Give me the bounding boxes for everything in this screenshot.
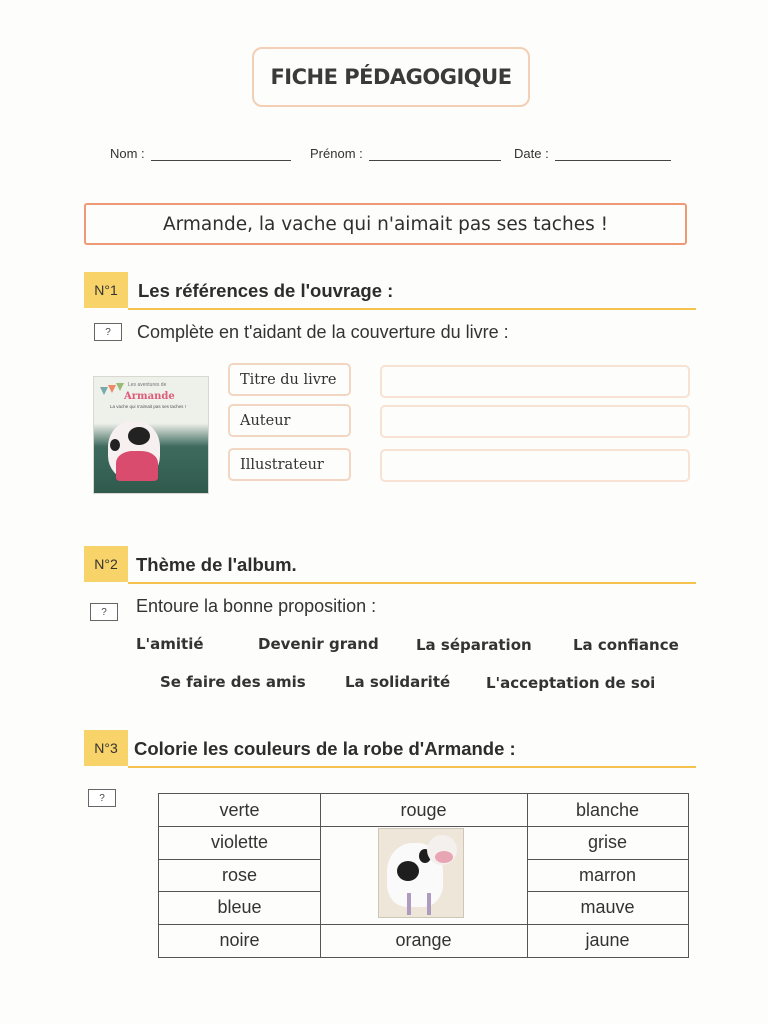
nom-field[interactable] — [110, 146, 291, 161]
section-3-title: Colorie les couleurs de la robe d'Armande : — [134, 738, 516, 759]
color-cell-right[interactable]: blanche — [575, 799, 640, 820]
section-1-instruction: Complète en t'aidant de la couverture du livre : — [137, 322, 509, 342]
prenom-label: Prénom : — [310, 146, 363, 161]
color-cell-middle[interactable]: orange — [395, 930, 452, 950]
color-cell-left[interactable]: rose — [221, 864, 257, 885]
color-cell-right[interactable]: mauve — [580, 897, 635, 917]
color-cell-left[interactable]: verte — [219, 799, 260, 820]
book-cover-image — [93, 376, 209, 494]
theme-option[interactable]: Devenir grand — [258, 635, 379, 653]
answer-titre-box[interactable] — [380, 365, 690, 398]
section-2-header — [84, 546, 696, 584]
book-title-banner — [84, 203, 687, 245]
answer-auteur-box[interactable] — [380, 405, 690, 438]
bunting-flag — [100, 387, 108, 395]
label-illustrateur: Illustrateur — [228, 448, 351, 481]
section-2-instruction: Entoure la bonne proposition : — [136, 596, 377, 616]
section-1-header — [84, 272, 696, 310]
section-1-title: Les références de l'ouvrage : — [138, 280, 394, 301]
theme-option[interactable]: La confiance — [573, 636, 679, 654]
question-box-1: ? — [94, 323, 122, 341]
date-line[interactable] — [555, 146, 671, 161]
color-cell-left[interactable]: violette — [210, 832, 269, 852]
section-3-header — [84, 730, 696, 768]
theme-option[interactable]: La solidarité — [345, 673, 451, 691]
label-titre: Titre du livre — [228, 363, 351, 396]
section-2-number: N°2 — [84, 546, 128, 582]
date-field[interactable] — [514, 146, 671, 161]
nom-line[interactable] — [151, 146, 291, 161]
color-cell-right[interactable]: jaune — [585, 930, 630, 950]
bunting-flag — [108, 385, 116, 393]
theme-option[interactable]: La séparation — [416, 636, 532, 654]
armande-cow-image — [378, 828, 464, 918]
section-2-underline — [128, 582, 696, 584]
cow-illustration — [108, 421, 160, 479]
prenom-field[interactable] — [310, 146, 501, 161]
color-cell-left[interactable]: bleue — [217, 897, 262, 917]
date-label: Date : — [514, 146, 549, 161]
theme-option[interactable]: L'amitié — [136, 635, 204, 653]
color-cell-right[interactable]: marron — [578, 864, 636, 885]
theme-option[interactable]: Se faire des amis — [160, 673, 306, 691]
title-box — [252, 47, 530, 107]
label-auteur: Auteur — [228, 404, 351, 437]
section-1-underline — [128, 308, 696, 310]
section-2-title: Thème de l'album. — [136, 554, 297, 575]
color-cell-middle[interactable]: rouge — [400, 799, 447, 820]
bunting-flag — [116, 383, 124, 391]
cover-subtitle: La vache qui n'aimait pas ses taches ! — [110, 404, 186, 409]
theme-option[interactable]: L'acceptation de soi — [486, 674, 656, 692]
section-1-number: N°1 — [84, 272, 128, 308]
book-title: Armande, la vache qui n'aimait pas ses taches ! — [162, 213, 609, 235]
section-3-number: N°3 — [84, 730, 128, 766]
answer-illustrateur-box[interactable] — [380, 449, 690, 482]
section-3-underline — [128, 766, 696, 768]
question-box-2: ? — [90, 603, 118, 621]
cover-title: Armande — [124, 391, 175, 402]
cover-small-text: Les aventures de — [128, 382, 167, 388]
color-cell-left[interactable]: noire — [219, 930, 260, 950]
color-cell-right[interactable]: grise — [587, 832, 627, 852]
question-box-3: ? — [88, 789, 116, 807]
prenom-line[interactable] — [369, 146, 501, 161]
page-title: FICHE PÉDAGOGIQUE — [270, 65, 512, 89]
nom-label: Nom : — [110, 146, 145, 161]
